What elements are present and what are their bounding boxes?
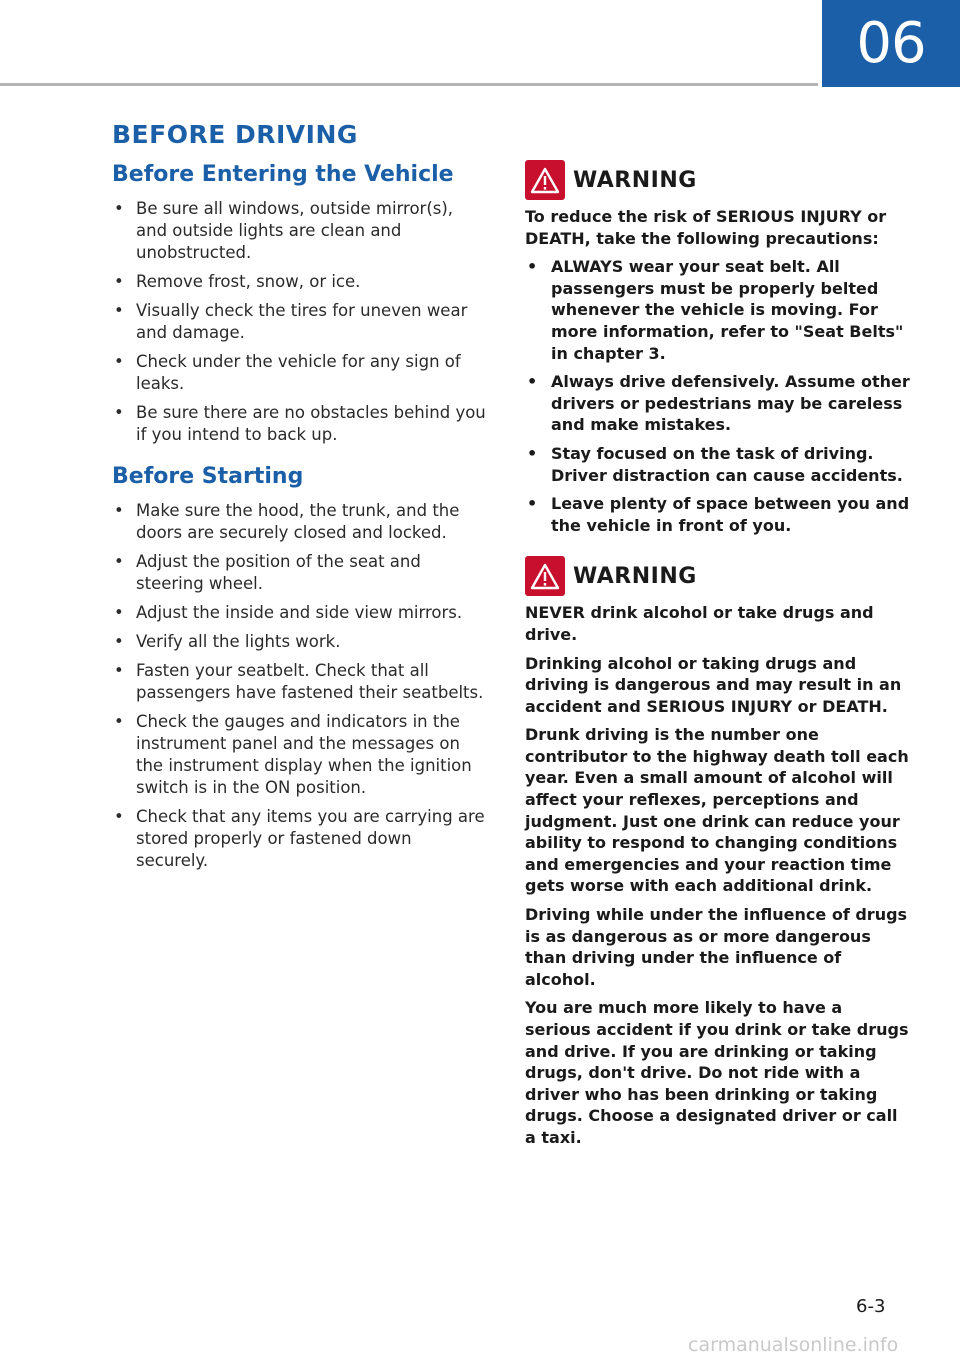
list-item: • Be sure there are no obstacles behind you if you intend to back up. (112, 402, 488, 446)
heading-before-starting: Before Starting (112, 464, 304, 489)
list-item: • Be sure all windows, outside mirror(s), and outside lights are clean and unobstructed. (112, 198, 488, 264)
warning-header (525, 554, 910, 598)
list-item: • Check that any items you are carrying are stored properly or fastened down securely. (112, 806, 488, 872)
warning-paragraph: Drunk driving is the number one contributor to the highway death toll each year. Even a small amount of alcohol will affect your reflexes, perceptions and judgment. Just one drink can reduce your ability to respond to changing conditions and emergencies and your reaction time gets worse with each additional drink. (525, 725, 909, 896)
page-number: 6-3 (856, 1296, 886, 1317)
list-item: • Fasten your seatbelt. Check that all passengers have fastened their seatbelts. (112, 660, 488, 704)
warning-title: WARNING (573, 167, 697, 193)
list-item: • ALWAYS wear your seat belt. All passengers must be properly belted whenever the vehicle is moving. For more information, refer to "Seat Belts" in chapter 3. (525, 256, 910, 364)
warning-box-alcohol (525, 554, 910, 1148)
list-item: • Leave plenty of space between you and the vehicle in front of you. (525, 493, 910, 536)
list-item: • Remove frost, snow, or ice. (112, 271, 488, 293)
heading-before-entering: Before Entering the Vehicle (112, 162, 454, 187)
list-item: • Stay focused on the task of driving. Driver distraction can cause accidents. (525, 443, 910, 486)
right-column (525, 158, 910, 1167)
warning-paragraph: NEVER drink alcohol or take drugs and drive. (525, 603, 874, 644)
section-title: BEFORE DRIVING (112, 120, 358, 149)
warning-paragraph: You are much more likely to have a serious accident if you drink or take drugs and drive. If you are drinking or taking drugs, don't drive. Do not ride with a driver who has been drinking or taking drugs. Choose a designated driver or call a taxi. (525, 998, 909, 1147)
warning-paragraph: Drinking alcohol or taking drugs and driving is dangerous and may result in an accident and SERIOUS INJURY or DEATH. (525, 653, 902, 716)
list-item: • Visually check the tires for uneven wear and damage. (112, 300, 488, 344)
warning-header (525, 158, 910, 202)
warning-box-seatbelt (525, 158, 910, 536)
warning-triangle-icon (525, 556, 565, 596)
list-item: • Verify all the lights work. (112, 631, 488, 653)
header-rule (0, 83, 818, 86)
warning-triangle-icon (525, 160, 565, 200)
list-item: • Adjust the position of the seat and steering wheel. (112, 551, 488, 595)
warning-title: WARNING (573, 563, 697, 589)
list-item: • Check under the vehicle for any sign of leaks. (112, 351, 488, 395)
list-item: • Adjust the inside and side view mirrors. (112, 602, 488, 624)
chapter-tab (822, 0, 960, 87)
warning-intro: To reduce the risk of SERIOUS INJURY or DEATH, take the following precautions: (525, 207, 887, 248)
list-item: • Check the gauges and indicators in the instrument panel and the messages on the instrument display when the ignition switch is in the ON position. (112, 711, 488, 799)
starting-list (112, 500, 488, 872)
list-item: • Always drive defensively. Assume other drivers or pedestrians may be careless and make mistakes. (525, 371, 910, 436)
entering-list (112, 198, 488, 446)
chapter-number: 06 (856, 11, 926, 76)
warning-list (525, 256, 910, 536)
watermark: carmanualsonline.info (688, 1334, 899, 1356)
warning-paragraph: Driving while under the influence of drugs is as dangerous as or more dangerous than driving under the influence of alcohol. (525, 905, 908, 989)
list-item: • Make sure the hood, the trunk, and the doors are securely closed and locked. (112, 500, 488, 544)
left-column (112, 160, 488, 879)
